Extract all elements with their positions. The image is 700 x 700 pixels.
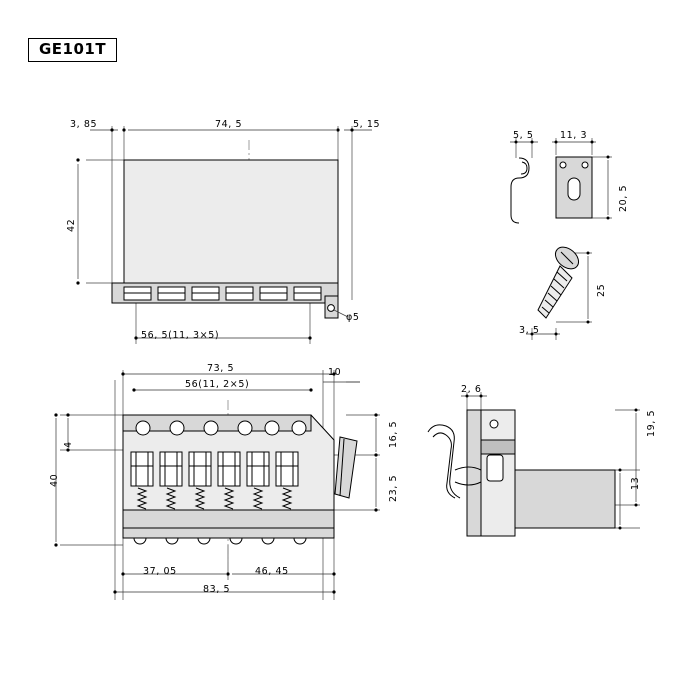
dim-hook-height: 20, 5	[618, 184, 629, 212]
dim-hook-right: 11, 3	[560, 130, 588, 141]
dim-front-bottom-right: 46, 45	[255, 566, 289, 577]
dim-side-outer: 19, 5	[646, 409, 657, 437]
dim-front-left-main: 40	[49, 473, 60, 487]
dim-hole-diameter: φ5	[346, 312, 360, 323]
dim-front-right-offset: 10	[328, 367, 342, 378]
dim-front-right-a: 16, 5	[388, 420, 399, 448]
dim-top-height: 42	[66, 218, 77, 232]
dim-top-right: 5, 15	[353, 119, 381, 130]
dim-top-bottom: 56, 5(11, 3×5)	[141, 330, 220, 341]
dim-hook-left: 5, 5	[513, 130, 534, 141]
dim-side-inner: 13	[630, 476, 641, 490]
dim-side-top: 2, 6	[461, 384, 482, 395]
dim-top-main: 74, 5	[215, 119, 243, 130]
dim-top-left: 3, 85	[70, 119, 98, 130]
dim-front-top-inner: 56(11, 2×5)	[185, 379, 250, 390]
dim-front-bottom-total: 83, 5	[203, 584, 231, 595]
dim-screw-head: 3, 5	[519, 325, 540, 336]
part-number-title: GE101T	[28, 38, 117, 62]
dim-front-bottom-left: 37, 05	[143, 566, 177, 577]
dim-screw-length: 25	[596, 283, 607, 297]
dim-front-left-small: 4	[63, 441, 74, 448]
dim-front-right-b: 23, 5	[388, 474, 399, 502]
dim-front-top-outer: 73, 5	[207, 363, 235, 374]
